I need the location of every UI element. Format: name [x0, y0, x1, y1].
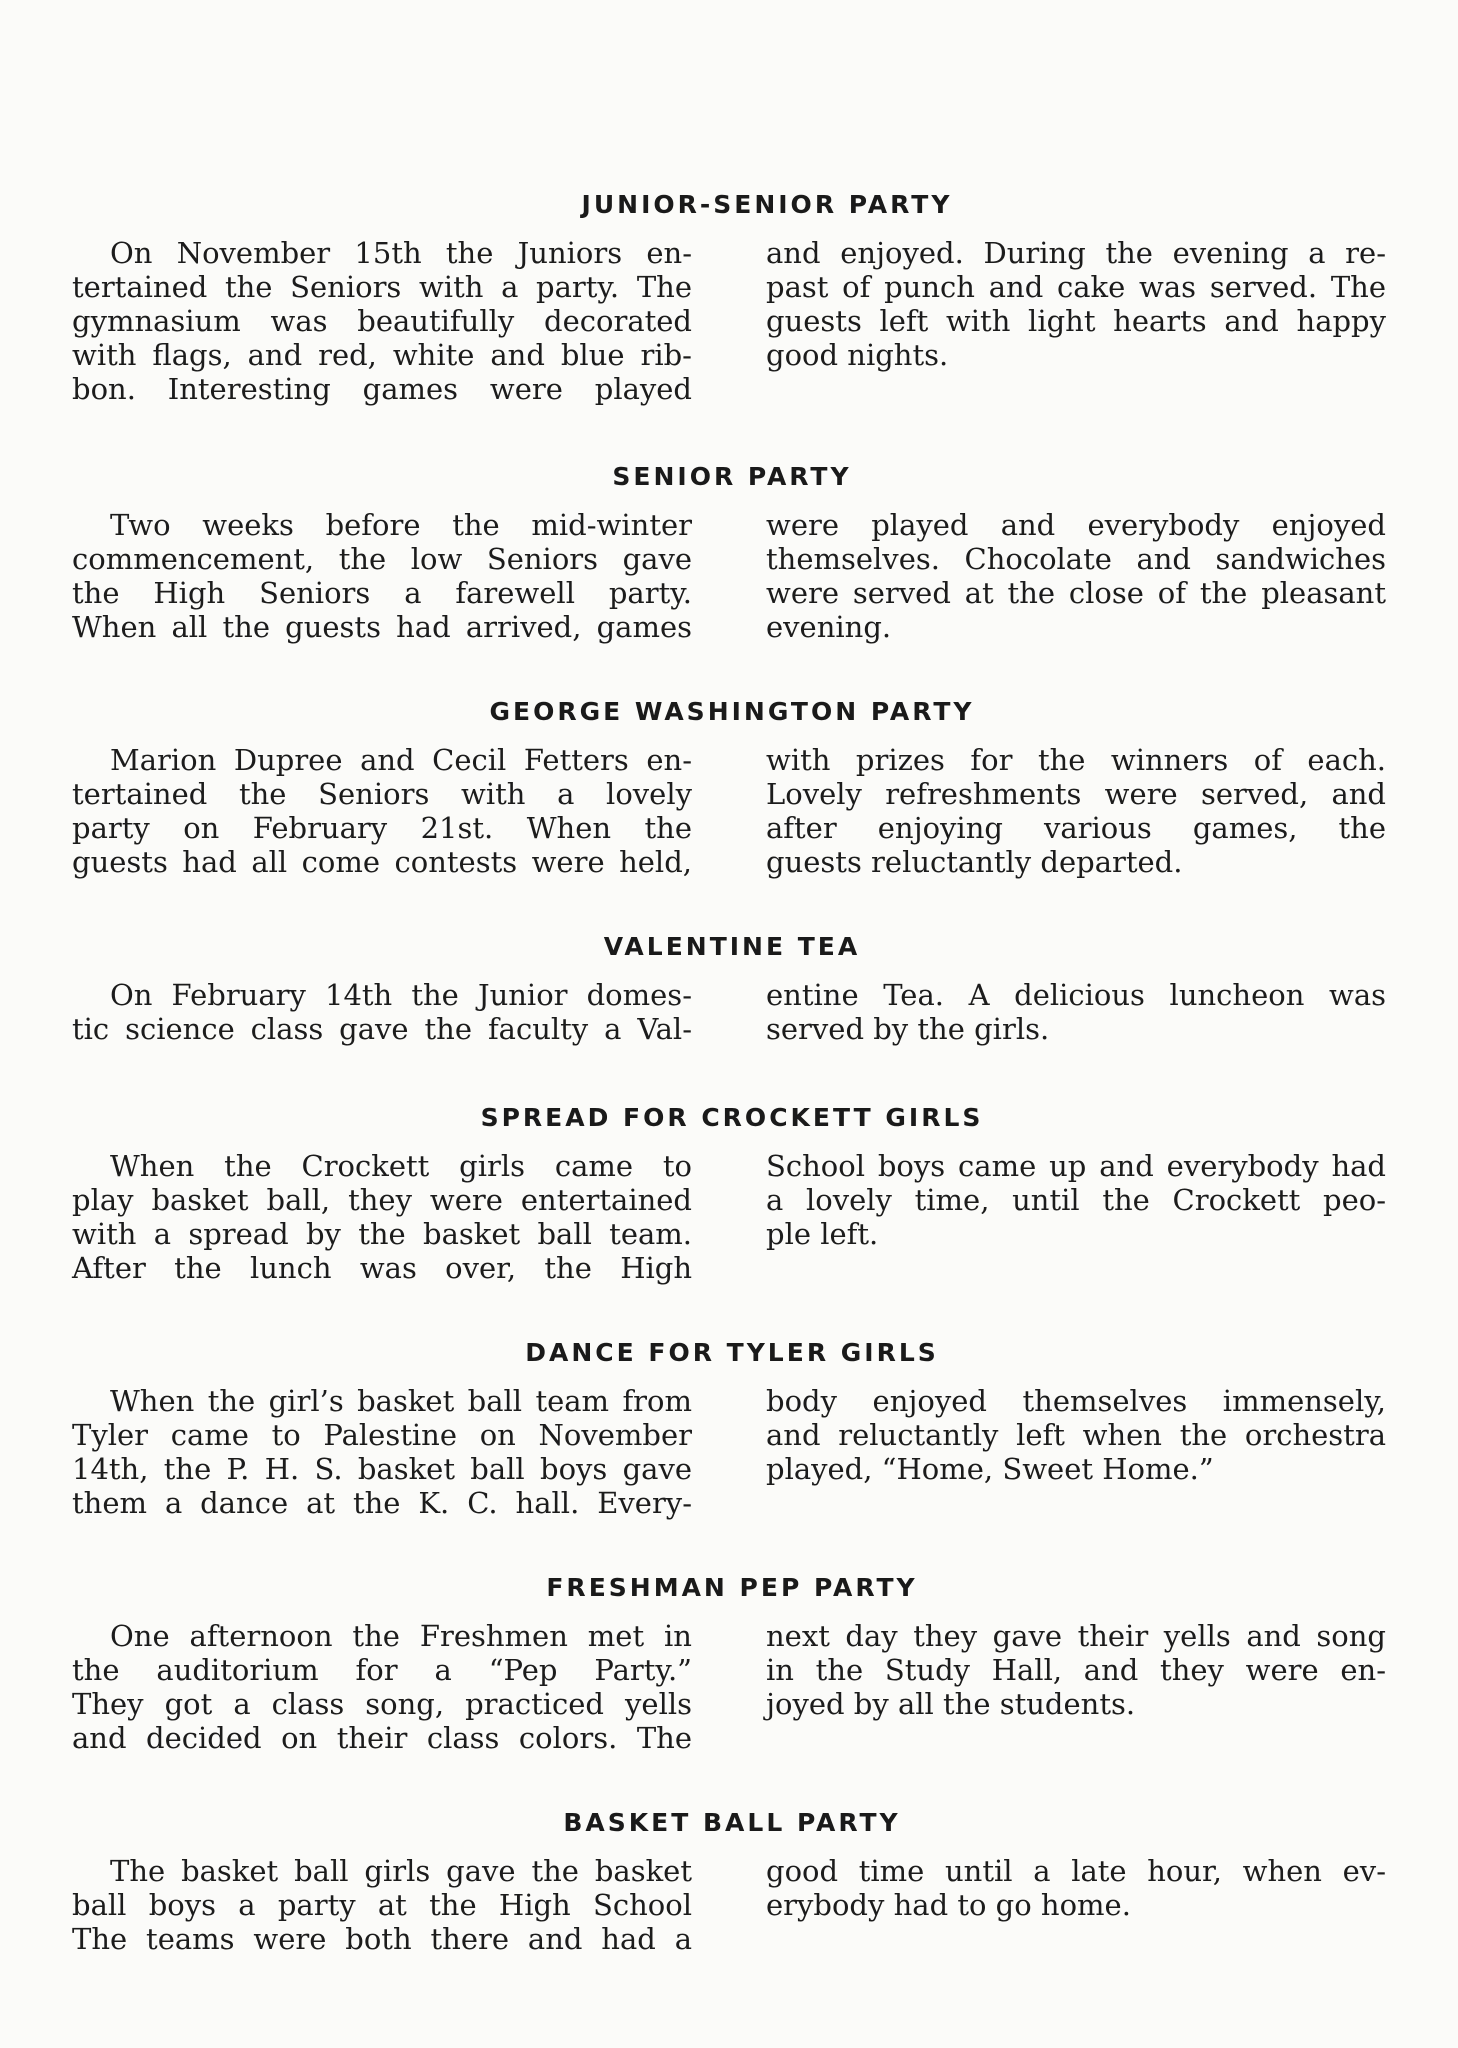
text-line: ball boys a party at the High School	[72, 1888, 692, 1922]
text-line: ple left.	[766, 1217, 879, 1251]
section-heading: FRESHMAN PEP PARTY	[546, 1573, 918, 1602]
text-line: past of punch and cake was served. The	[766, 270, 1386, 304]
section-heading: VALENTINE TEA	[603, 932, 861, 961]
text-line: guests left with light hearts and happy	[766, 304, 1386, 338]
text-line: The basket ball girls gave the basket	[110, 1854, 692, 1888]
text-line: gymnasium was beautifully decorated	[72, 304, 692, 338]
text-line: and reluctantly left when the orchestra	[766, 1418, 1386, 1452]
text-line: themselves. Chocolate and sandwiches	[766, 542, 1386, 576]
text-line: When the girl’s basket ball team from	[110, 1384, 692, 1418]
text-line: On November 15th the Juniors en-	[110, 236, 692, 270]
text-line: Marion Dupree and Cecil Fetters en-	[110, 743, 692, 777]
right-column	[766, 508, 1386, 644]
right-column	[766, 978, 1386, 1046]
section-heading: SPREAD FOR CROCKETT GIRLS	[480, 1103, 984, 1132]
text-line: play basket ball, they were entertained	[72, 1183, 692, 1217]
text-line: party on February 21st. When the	[72, 811, 692, 845]
text-line: tertained the Seniors with a party. The	[72, 270, 692, 304]
right-column	[766, 236, 1386, 372]
right-column	[766, 743, 1386, 879]
text-line: them a dance at the K. C. hall. Every-	[72, 1486, 692, 1520]
right-column	[766, 1854, 1386, 1922]
text-line: a lovely time, until the Crockett peo-	[766, 1183, 1386, 1217]
text-line: and enjoyed. During the evening a re-	[766, 236, 1386, 270]
text-line: with a spread by the basket ball team.	[72, 1217, 692, 1251]
text-line: with flags, and red, white and blue rib-	[72, 338, 692, 372]
left-column	[72, 1619, 692, 1755]
text-line: One afternoon the Freshmen met in	[110, 1619, 692, 1653]
section-heading: SENIOR PARTY	[612, 462, 852, 491]
text-line: tic science class gave the faculty a Val-	[72, 1012, 692, 1046]
left-column	[72, 1149, 692, 1285]
text-line: guests reluctantly departed.	[766, 845, 1183, 879]
text-line: entine Tea. A delicious luncheon was	[766, 978, 1386, 1012]
text-line: body enjoyed themselves immensely,	[766, 1384, 1386, 1418]
text-line: good nights.	[766, 338, 949, 372]
text-line: After the lunch was over, the High	[72, 1251, 692, 1285]
text-line: Lovely refreshments were served, and	[766, 777, 1386, 811]
text-line: were played and everybody enjoyed	[766, 508, 1386, 542]
text-line: in the Study Hall, and they were en-	[766, 1653, 1386, 1687]
text-line: bon. Interesting games were played	[72, 372, 692, 406]
right-column	[766, 1384, 1386, 1486]
text-line: the High Seniors a farewell party.	[72, 576, 692, 610]
section-heading: DANCE FOR TYLER GIRLS	[525, 1338, 939, 1367]
text-line: They got a class song, practiced yells	[72, 1687, 692, 1721]
left-column	[72, 978, 692, 1046]
text-line: good time until a late hour, when ev-	[766, 1854, 1386, 1888]
text-line: after enjoying various games, the	[766, 811, 1386, 845]
text-line: erybody had to go home.	[766, 1888, 1131, 1922]
left-column	[72, 508, 692, 644]
section-heading: BASKET BALL PARTY	[563, 1808, 901, 1837]
text-line: joyed by all the students.	[766, 1687, 1136, 1721]
text-line: and decided on their class colors. The	[72, 1721, 692, 1755]
text-line: School boys came up and everybody had	[766, 1149, 1386, 1183]
text-line: When all the guests had arrived, games	[72, 610, 692, 644]
right-column	[766, 1149, 1386, 1251]
left-column	[72, 236, 692, 406]
left-column	[72, 743, 692, 879]
text-line: next day they gave their yells and song	[766, 1619, 1386, 1653]
text-line: The teams were both there and had a	[72, 1922, 692, 1956]
left-column	[72, 1854, 692, 1956]
text-line: Two weeks before the mid-winter	[110, 508, 692, 542]
text-line: On February 14th the Junior domes-	[110, 978, 692, 1012]
text-line: tertained the Seniors with a lovely	[72, 777, 692, 811]
left-column	[72, 1384, 692, 1520]
text-line: evening.	[766, 610, 892, 644]
text-line: Tyler came to Palestine on November	[72, 1418, 692, 1452]
text-line: When the Crockett girls came to	[110, 1149, 692, 1183]
text-line: served by the girls.	[766, 1012, 1050, 1046]
text-line: were served at the close of the pleasant	[766, 576, 1386, 610]
text-line: the auditorium for a “Pep Party.”	[72, 1653, 692, 1687]
text-line: with prizes for the winners of each.	[766, 743, 1386, 777]
text-line: played, “Home, Sweet Home.”	[766, 1452, 1214, 1486]
text-line: commencement, the low Seniors gave	[72, 542, 692, 576]
section-heading: GEORGE WASHINGTON PARTY	[489, 697, 975, 726]
text-line: 14th, the P. H. S. basket ball boys gave	[72, 1452, 692, 1486]
right-column	[766, 1619, 1386, 1721]
text-line: guests had all come contests were held,	[72, 845, 692, 879]
section-heading: JUNIOR-SENIOR PARTY	[581, 190, 953, 219]
